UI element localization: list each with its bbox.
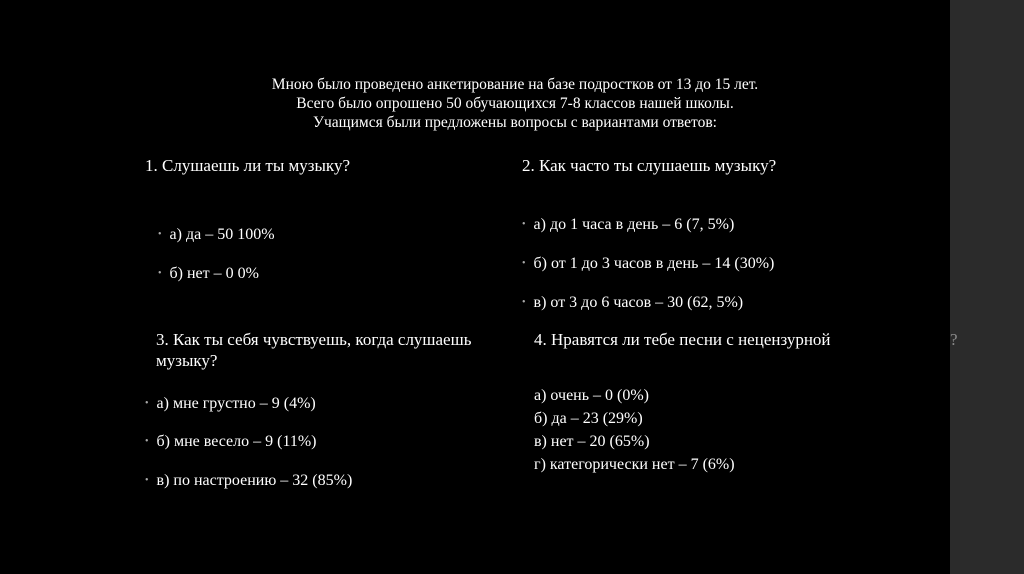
q3-answer-c [145,472,352,490]
q1-answer-b [158,265,259,283]
answer-text: в) от 3 до 6 часов – 30 (62, 5%) [533,294,744,311]
q2-answer-b [522,255,774,273]
bullet-icon: • [522,258,526,269]
q2-answer-a [522,216,734,234]
answer-text: а) до 1 часа в день – 6 (7, 5%) [533,216,735,233]
q4-answers [534,384,735,476]
question-4-title: 4. Нравятся ли тебе песни с нецензурной [534,330,831,349]
answer-text: в) по настроению – 32 (85%) [156,472,353,489]
question-1-title: 1. Слушаешь ли ты музыку? [145,156,350,175]
stray-question-mark: ? [950,330,958,349]
bullet-icon: • [145,398,149,409]
q3-answer-b [145,433,317,451]
answer-text: б) мне весело – 9 (11%) [156,433,317,450]
answer-text: б) от 1 до 3 часов в день – 14 (30%) [533,255,775,272]
intro-text [190,75,840,132]
q4-answer-d: г) категорически нет – 7 (6%) [534,456,735,473]
q3-answer-a [145,395,316,413]
intro-line-2: Всего было опрошено 50 обучающихся 7-8 классов нашей школы. [296,95,734,112]
bullet-icon: • [158,229,162,240]
bullet-icon: • [145,475,149,486]
right-sidebar [950,0,1024,574]
q4-answer-a: а) очень – 0 (0%) [534,387,650,404]
q1-answer-a [158,226,275,244]
answer-text: а) мне грустно – 9 (4%) [156,395,316,412]
q2-answer-c [522,294,743,312]
question-2-title: 2. Как часто ты слушаешь музыку? [522,156,777,175]
q4-answer-b: б) да – 23 (29%) [534,410,643,427]
bullet-icon: • [522,219,526,230]
answer-text: б) нет – 0 0% [169,265,259,282]
bullet-icon: • [158,268,162,279]
q4-answer-c: в) нет – 20 (65%) [534,433,650,450]
bullet-icon: • [522,297,526,308]
intro-line-1: Мною было проведено анкетирование на базе подростков от 13 до 15 лет. [271,76,759,93]
bullet-icon: • [145,436,149,447]
answer-text: а) да – 50 100% [169,226,275,243]
intro-line-3: Учащимся были предложены вопросы с вариантами ответов: [313,114,717,131]
question-3-title: 3. Как ты себя чувствуешь, когда слушаешь музыку? [156,330,472,370]
